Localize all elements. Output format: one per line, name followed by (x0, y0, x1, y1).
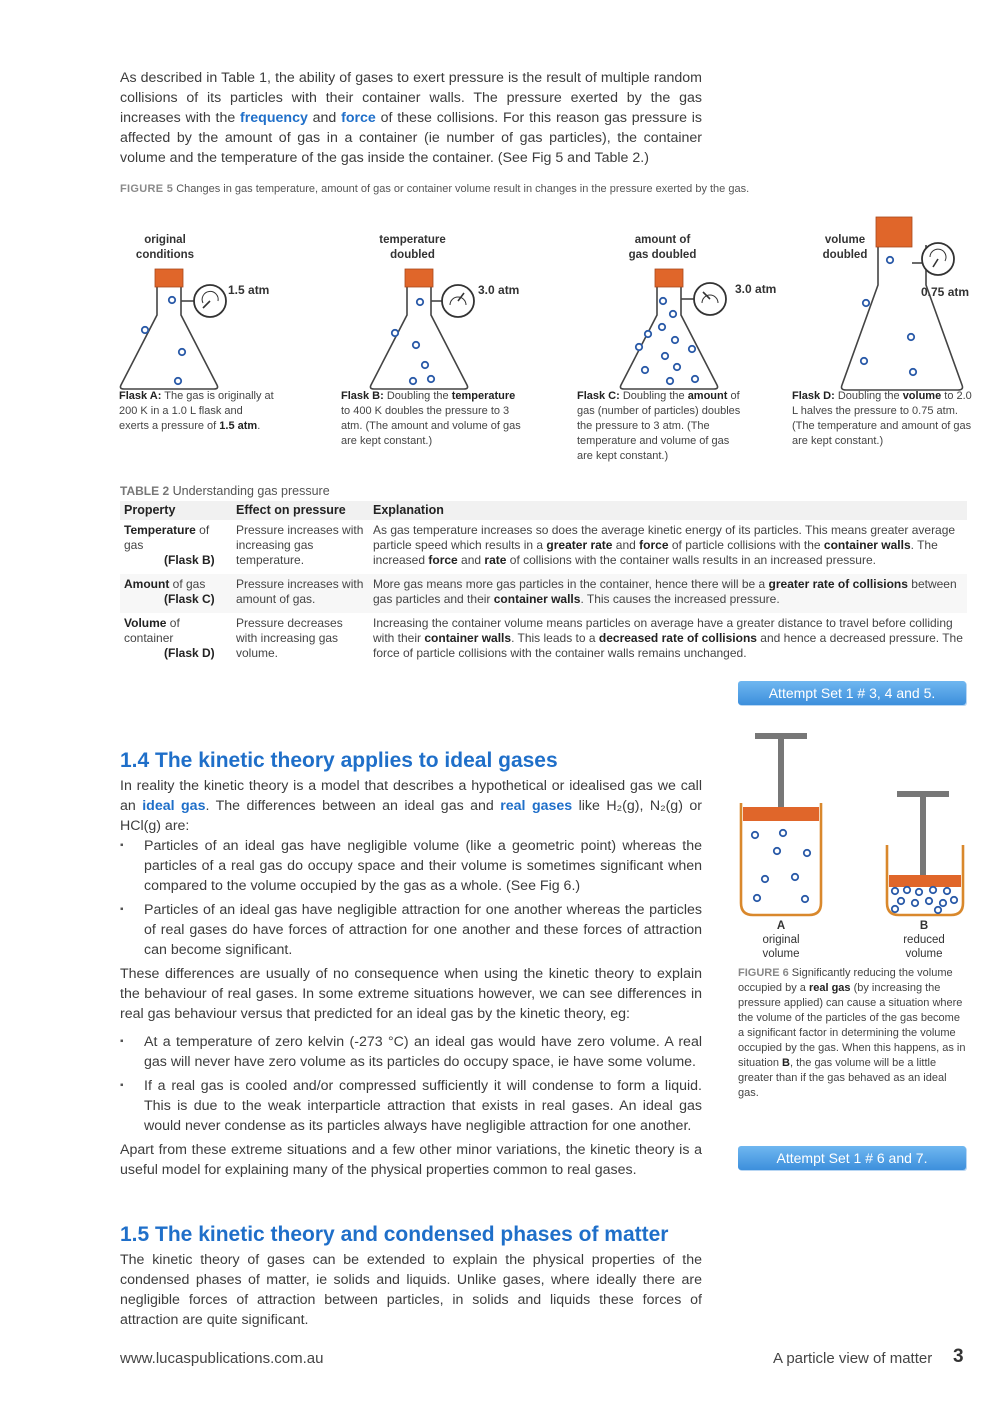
figure5-caption: FIGURE 5 Changes in gas temperature, amount of gas or container volume result in changes in the pressure exerted by the gas. (120, 183, 750, 195)
term-frequency: frequency (240, 110, 308, 126)
attempt-set-button-1[interactable]: Attempt Set 1 # 3, 4 and 5. (738, 681, 966, 705)
section-1-4-para-2: These differences are usually of no consequence when using the kinetic theory to explain the behaviour of real gases. In some extreme situations however, we can see differences in real gas behaviour versus that predicted for an ideal gas by the kinetic theory, eg: (120, 966, 702, 1022)
flask-a-title: original conditions (135, 234, 195, 261)
bullet-list-differences (120, 836, 702, 960)
table-row: Temperature of gas (Flask B) Pressure increases with increasing gas temperature. As gas temperature increases so does the average kinetic energy of its particles. This means greater average particle speed which results in a greater rate and force of particle collisions with the container walls. The increased force and rate of collisions with the container walls results in an increased pressure. (124, 523, 956, 567)
list-item: ▪ If a real gas is cooled and/or compressed sufficiently it will condense to form a liquid. This is due to the weak interparticle attraction that exists in real gases. An ideal gas would never condense as its particles always have negligible attraction for one another. (120, 1076, 702, 1136)
figure6-diagram (735, 733, 970, 923)
section-1-5-heading: 1.5 The kinetic theory and condensed phases of matter (120, 1223, 669, 1246)
intro-paragraph: As described in Table 1, the ability of gases to exert pressure is the result of multiple random collisions of its particles with their container walls. The pressure exerted by the gas increases with the frequency and force of these collisions. For this reason gas pressure is affected by the amount of gas in a container (ie number of gas particles), the container volume and the temperature of the gas inside the container. (See Fig 5 and Table 2.) (120, 70, 703, 166)
section-1-5-body: The kinetic theory of gases can be extended to explain the physical properties of the condensed phases of matter, ie solids and liquids. Unlike gases, where ideally there are negligible forces of attraction between particles, in solids and liquids these forces of attraction are quite significant. (120, 1252, 702, 1328)
flask-a-diagram (115, 267, 245, 392)
list-item: ▪ At a temperature of zero kelvin (-273 °C) an ideal gas would have zero volume. A real gas will never have zero volume as its particles do occupy space, ie have some volume. (120, 1032, 702, 1072)
flask-d-diagram (838, 215, 973, 393)
flask-c-title: amount of gas doubled (628, 234, 697, 261)
flask-b-title: temperature doubled (379, 234, 446, 261)
table2-header-row: Property Effect on pressure Explanation (120, 501, 967, 520)
flask-d-title: volume doubled (822, 234, 868, 261)
list-item: ▪ Particles of an ideal gas have negligible volume (like a geometric point) whereas the particles of a real gas do occupy space and their volume is sometimes significant when compared to the volume occupied by the gas as a whole. (See Fig 6.) (120, 836, 702, 896)
section-1-4-body (120, 776, 702, 1180)
section-1-4-heading: 1.4 The kinetic theory applies to ideal gases (120, 749, 558, 772)
flask-d-description: Flask D: Doubling the volume to 2.0 L halves the pressure to 0.75 atm. (The temperature and amount of gas are kept constant.) (792, 390, 972, 447)
flask-a-description: Flask A: The gas is originally at 200 K in a 1.0 L flask and exerts a pressure of 1.5 atm. (119, 390, 274, 432)
section-1-4-para-1: In reality the kinetic theory is a model that describes a hypothetical or idealised gas we call an ideal gas. The differences between an ideal gas and real gases like H₂(g), N₂(g) or HCl(g) are: (120, 778, 702, 834)
figure6-label-b: B reduced volume (903, 920, 945, 960)
figure6-label-a: A original volume (762, 920, 800, 960)
footer-title: A particle view of matter (773, 1350, 933, 1367)
figure5 (110, 225, 980, 465)
flask-b-description: Flask B: Doubling the temperature to 400 K doubles the pressure to 3 atm. (The amount and volume of gas are kept constant.) (341, 390, 521, 447)
flask-a-pressure: 1.5 atm (228, 283, 270, 297)
table-row: Amount of gas (Flask C) Pressure increases with amount of gas. More gas means more gas particles in the container, hence there will be a greater rate of collisions between gas particles and their container walls. This causes the increased pressure. (120, 574, 967, 613)
term-real-gases: real gases (500, 798, 573, 814)
flask-c-diagram (615, 267, 745, 392)
flask-c-pressure: 3.0 atm (735, 282, 777, 296)
figure6-caption: FIGURE 6 Significantly reducing the volume occupied by a real gas (by increasing the pressure applied) can cause a situation where the volume of the particles of the gas become a significant factor in determining the volume occupied by the gas. When this happens, as in situation B, the gas volume will be a little greater than if the gas behaved as an ideal gas. (738, 967, 966, 1099)
term-ideal-gas: ideal gas (142, 798, 206, 814)
flask-d-pressure: 0.75 atm (921, 285, 970, 299)
list-item: ▪ Particles of an ideal gas have negligible attraction for one another whereas the particles of real gases do have forces of attraction for one another and these forces of attraction can become significant. (120, 900, 702, 960)
flask-c-description: Flask C: Doubling the amount of gas (number of particles) doubles the pressure to 3 atm. (The temperature and volume of gas are kept constant.) (577, 390, 741, 462)
flask-b-diagram (365, 267, 495, 392)
flask-b-pressure: 3.0 atm (478, 283, 520, 297)
table2-title: TABLE 2 Understanding gas pressure (120, 484, 330, 498)
attempt-set-button-2[interactable]: Attempt Set 1 # 6 and 7. (738, 1146, 966, 1170)
footer-url[interactable]: www.lucaspublications.com.au (120, 1350, 324, 1367)
table-row: Volume of container (Flask D) Pressure decreases with increasing gas volume. Increasing the container volume means particles on average have a greater distance to travel before colliding with their container walls. This leads to a decreased rate of collisions and hence a decreased pressure. The force of particle collisions with the container walls remains unchanged. (124, 616, 963, 660)
page-number: 3 (953, 1346, 964, 1367)
term-force: force (341, 110, 376, 126)
table2 (120, 501, 967, 667)
section-1-4-para-3: Apart from these extreme situations and a few other minor variations, the kinetic theory is a useful model for explaining many of the physical properties common to real gases. (120, 1142, 702, 1178)
bullet-list-extremes (120, 1032, 702, 1136)
